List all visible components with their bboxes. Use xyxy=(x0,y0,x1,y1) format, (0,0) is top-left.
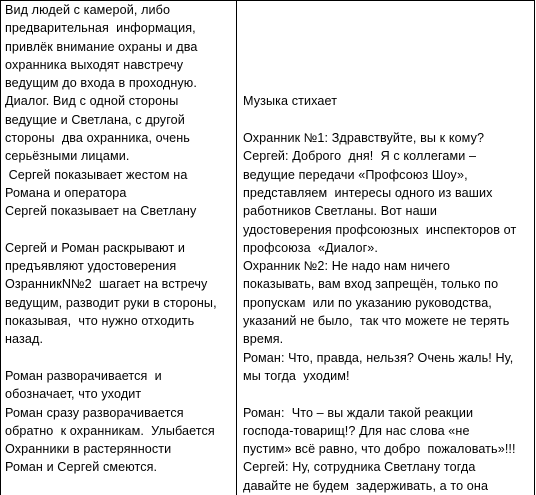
dialogue-line: пустим» всё равно, что добро пожаловать»!!! xyxy=(243,442,516,457)
dialogue-line: Роман: Что – вы ждали такой реакции xyxy=(243,405,474,420)
action-line: ведущим, разводит руки в стороны, xyxy=(5,295,217,310)
dialogue-line: Сергей: Доброго дня! Я с коллегами – xyxy=(243,149,477,164)
dialogue-line: Роман: Что, правда, нельзя? Очень жаль! Ну, xyxy=(243,350,514,365)
dialogue-column xyxy=(243,1,530,495)
dialogue-line: Музыка стихает xyxy=(243,94,338,109)
action-line: ОзранникN№2 шагает на встречу xyxy=(5,277,208,292)
action-line: предъявляют удостоверения xyxy=(5,259,177,274)
action-line: предварительная информация, xyxy=(5,21,196,36)
action-line: Роман разворачивается и xyxy=(5,368,162,383)
dialogue-line: удостоверения профсоюзных инспекторов от xyxy=(243,222,517,237)
blank-line xyxy=(243,1,530,19)
blank-line xyxy=(243,19,530,37)
blank-line xyxy=(5,349,233,367)
blank-line xyxy=(243,56,530,74)
column-divider xyxy=(236,0,237,495)
dialogue-line: представляем интересы одного из ваших xyxy=(243,185,493,200)
dialogue-line: Сергей: Ну, сотрудника Светлану тогда xyxy=(243,460,476,475)
dialogue-line: работников Светланы. Вот наши xyxy=(243,204,438,219)
dialogue-line: давайте не будем задерживать, а то она xyxy=(243,478,489,493)
dialogue-line: показывать, вам вход запрещён, только по xyxy=(243,277,499,292)
dialogue-line: ведущие передачи «Профсоюз Шоу», xyxy=(243,167,468,182)
action-line: Роман сразу разворачивается xyxy=(5,405,184,420)
blank-line xyxy=(5,221,233,239)
action-column xyxy=(5,1,233,477)
action-line: обратно к охранникам. Улыбается xyxy=(5,423,215,438)
action-line: назад. xyxy=(5,332,44,347)
dialogue-line: господа-товарищ!? Для нас слова «не xyxy=(243,423,470,438)
blank-line xyxy=(243,74,530,92)
dialogue-line: профсоюза «Диалог». xyxy=(243,240,379,255)
blank-line xyxy=(243,111,530,129)
action-line: Сергей и Роман раскрывают и xyxy=(5,240,186,255)
action-line: привлёк внимание охраны и два xyxy=(5,39,198,54)
dialogue-line: пропускам или по указанию руководства, xyxy=(243,295,492,310)
blank-line xyxy=(243,38,530,56)
dialogue-line: Охранник №2: Не надо нам ничего xyxy=(243,259,450,274)
action-line: обозначает, что уходит xyxy=(5,387,142,402)
action-line: стороны два охранника, очень xyxy=(5,131,190,146)
dialogue-line: мы тогда уходим! xyxy=(243,368,350,383)
dialogue-line: Охранник №1: Здравствуйте, вы к кому? xyxy=(243,131,485,146)
action-line: Диалог. Вид с одной стороны xyxy=(5,94,179,109)
action-line: Роман и Сергей смеются. xyxy=(5,460,158,475)
action-line: Охранники в растерянности xyxy=(5,442,172,457)
action-line: Вид людей с камерой, либо xyxy=(5,3,171,17)
dialogue-line: время. xyxy=(243,332,284,347)
action-line: Сергей показывает на Светлану xyxy=(5,204,197,219)
action-line: показывая, что нужно отходить xyxy=(5,314,195,329)
dialogue-line: указаний не было, так что можете не терять xyxy=(243,314,510,329)
action-line: ведущим до входа в проходную. xyxy=(5,76,197,91)
action-line: ведущие и Светлана, с другой xyxy=(5,112,185,127)
action-line: серьёзными лицами. xyxy=(5,149,130,164)
action-line: охранника выходят навстречу xyxy=(5,57,184,72)
blank-line xyxy=(243,385,530,403)
action-line: Сергей показывает жестом на xyxy=(5,167,188,182)
action-line: Романа и оператора xyxy=(5,185,127,200)
